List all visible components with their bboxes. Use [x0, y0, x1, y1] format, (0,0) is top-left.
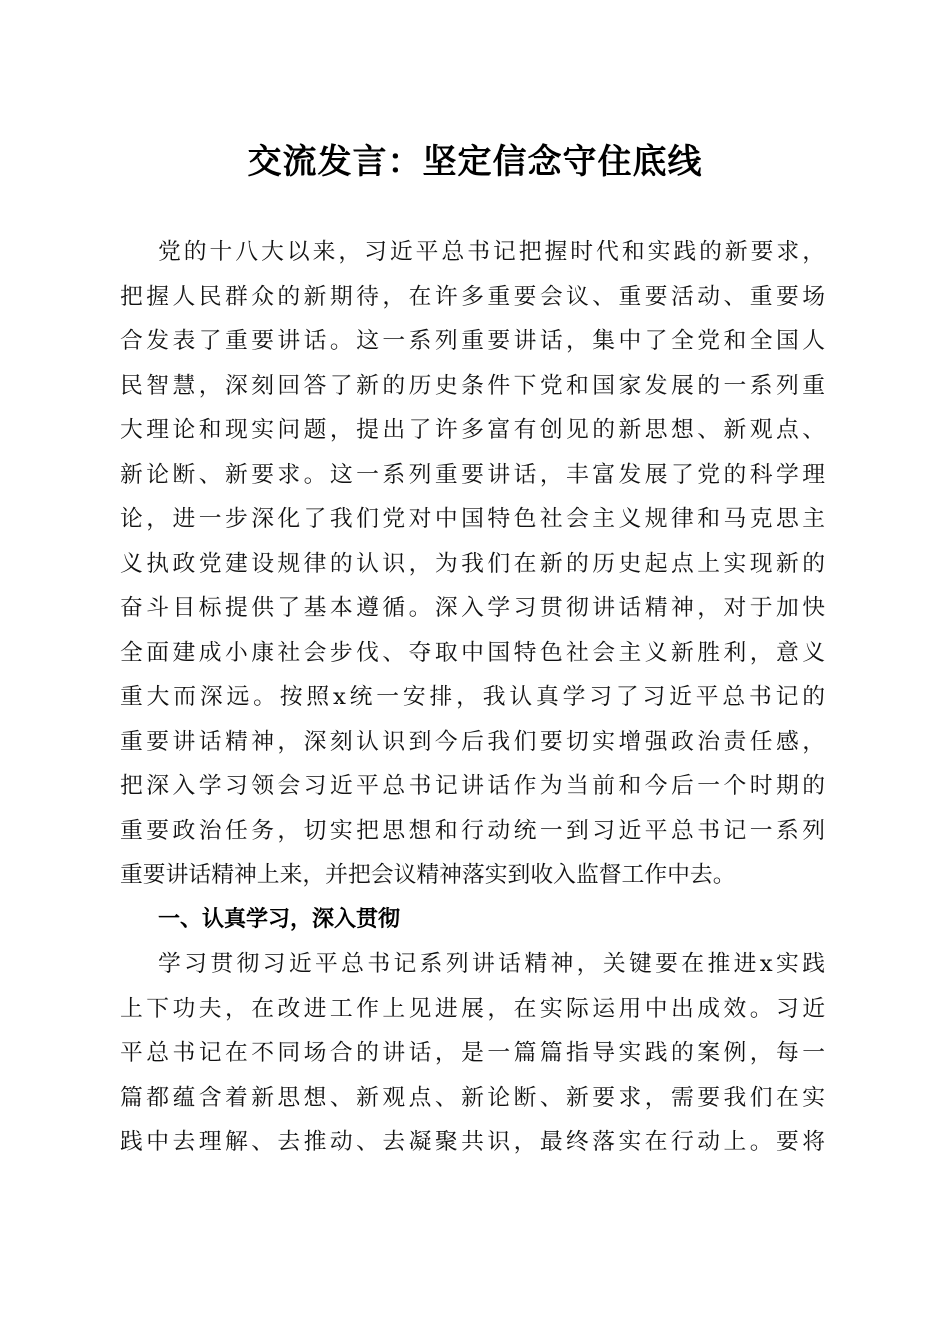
- paragraph-line: 重要讲话精神，深刻认识到今后我们要切实增强政治责任感，: [120, 728, 825, 755]
- paragraph-line: 奋斗目标提供了基本遵循。深入学习贯彻讲话精神，对于加快: [120, 595, 825, 621]
- paragraph-line: 民智慧，深刻回答了新的历史条件下党和国家发展的一系列重: [120, 372, 825, 399]
- paragraph-line: 新论断、新要求。这一系列重要讲话，丰富发展了党的科学理: [120, 461, 825, 488]
- paragraph-line: 平总书记在不同场合的讲话，是一篇篇指导实践的案例，每一: [120, 1040, 825, 1066]
- paragraph-2: [120, 942, 825, 1165]
- paragraph-line: 重要政治任务，切实把思想和行动统一到习近平总书记一系列: [120, 817, 825, 844]
- section-heading: 一、认真学习，深入贯彻: [158, 906, 401, 932]
- paragraph-line: 把深入学习领会习近平总书记讲话作为当前和今后一个时期的: [120, 773, 825, 799]
- paragraph-line: 义执政党建设规律的认识，为我们在新的历史起点上实现新的: [120, 550, 825, 577]
- paragraph-line: 上下功夫，在改进工作上见进展，在实际运用中出成效。习近: [120, 995, 825, 1022]
- paragraph-line: 大理论和现实问题，提出了许多富有创见的新思想、新观点、: [120, 417, 825, 443]
- paragraph-line: 论，进一步深化了我们党对中国特色社会主义规律和马克思主: [120, 506, 825, 532]
- page-title: 交流发言：坚定信念守住底线: [247, 142, 703, 182]
- paragraph-line: 重大而深远。按照x统一安排，我认真学习了习近平总书记的: [120, 684, 825, 710]
- document-body: [120, 230, 825, 1165]
- paragraph-line: 合发表了重要讲话。这一系列重要讲话，集中了全党和全国人: [120, 328, 825, 354]
- paragraph-line: 践中去理解、去推动、去凝聚共识，最终落实在行动上。要将: [120, 1129, 825, 1155]
- paragraph-line: 学习贯彻习近平总书记系列讲话精神，关键要在推进x实践: [158, 951, 825, 977]
- paragraph-line: 党的十八大以来，习近平总书记把握时代和实践的新要求，: [158, 239, 825, 265]
- paragraph-line: 重要讲话精神上来，并把会议精神落实到收入监督工作中去。: [120, 862, 736, 888]
- paragraph-line: 把握人民群众的新期待，在许多重要会议、重要活动、重要场: [120, 283, 825, 310]
- paragraph-1: [120, 230, 825, 898]
- paragraph-line: 全面建成小康社会步伐、夺取中国特色社会主义新胜利，意义: [120, 639, 825, 666]
- paragraph-line: 篇都蕴含着新思想、新观点、新论断、新要求，需要我们在实: [120, 1084, 825, 1111]
